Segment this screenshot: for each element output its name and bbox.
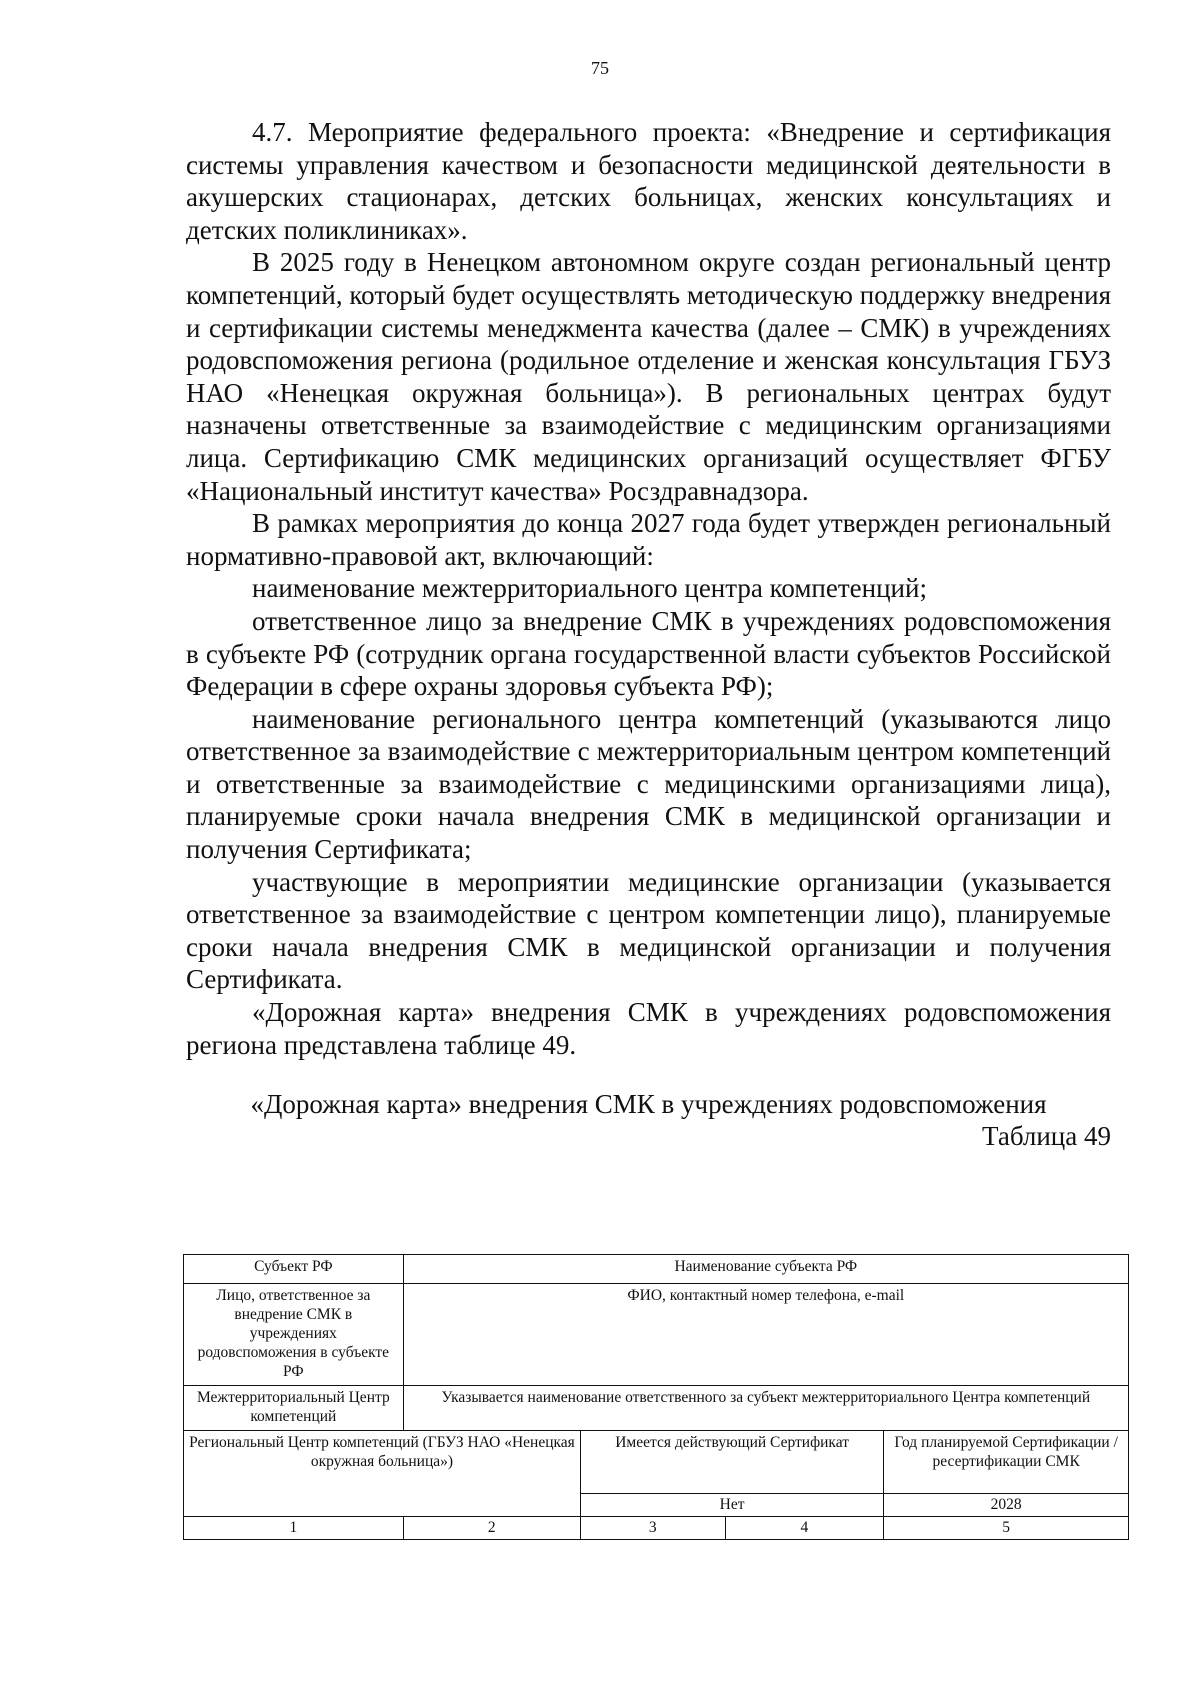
body-text [186,116,1111,1061]
subject-label-cell: Субъект РФ [184,1255,404,1284]
certificate-header-cell: Имеется действующий Сертификат [580,1431,883,1494]
column-number-cell: 4 [725,1517,884,1540]
list-item-interterritorial-center: наименование межтерриториального центра компетенций; [252,573,927,604]
list-item-participating-organizations: участвующие в мероприятии медицинские организации (указывается ответственное за взаимодействие с центром компетенции лицо), планируемые сроки начала внедрения СМК в медицинской организации и получения Сертификата. [186,866,1111,995]
year-header-cell: Год планируемой Сертификации / ресертификации СМК [884,1431,1129,1494]
interterritorial-label-cell: Межтерриториальный Центр компетенций [184,1386,404,1431]
subject-value-cell: Наименование субъекта РФ [403,1255,1128,1284]
table-title: «Дорожная карта» внедрения СМК в учреждениях родовспоможения [250,1089,1047,1119]
paragraph-measure-title: 4.7. Мероприятие федерального проекта: «Внедрение и сертификация системы управления качеством и безопасности медицинской деятельности в акушерских стационарах, детских больницах, женских консультациях и детских поликлиниках». [186,117,1111,245]
certificate-value-cell: Нет [580,1494,883,1517]
table-label: Таблица 49 [982,1121,1111,1151]
list-item-responsible-person: ответственное лицо за внедрение СМК в учреждениях родовспоможения в субъекте РФ (сотрудник органа государственной власти субъектов Российской Федерации в сфере охраны здоровья субъекта РФ); [186,605,1111,702]
responsible-value-cell: ФИО, контактный номер телефона, e-mail [403,1284,1128,1386]
list-item-regional-center: наименование регионального центра компетенций (указываются лицо ответственное за взаимодействие с межтерриториальным центром компетенций и ответственные за взаимодействие с медицинскими организациями лица), планируемые сроки начала внедрения СМК в медицинской организации и получения Сертификата; [186,703,1111,865]
column-number-cell: 3 [580,1517,725,1540]
table-row [184,1255,1129,1284]
table-row [184,1284,1129,1386]
column-number-cell: 1 [184,1517,404,1540]
interterritorial-value-cell: Указывается наименование ответственного за субъект межтерриториального Центра компетенций [403,1386,1128,1431]
year-value-cell: 2028 [884,1494,1129,1517]
paragraph-center-created: В 2025 году в Ненецком автономном округе создан региональный центр компетенций, который будет осуществлять методическую поддержку внедрения и сертификации системы менеджмента качества (далее – СМК) в учреждениях родовспоможения региона (родильное отделение и женская консультация ГБУЗ НАО «Ненецкая окружная больница»). В региональных центрах будут назначены ответственные за взаимодействие с медицинским организациями лица. Сертификацию СМК медицинских организаций осуществляет ФГБУ «Национальный институт качества» Росздравнадзора. [186,247,1111,506]
responsible-label-cell: Лицо, ответственное за внедрение СМК в учреждениях родовспоможения в субъекте РФ [184,1284,404,1386]
table-row [184,1431,1129,1494]
column-number-cell: 2 [403,1517,580,1540]
column-number-cell: 5 [884,1517,1129,1540]
page-number: 75 [591,58,609,78]
paragraph-roadmap-reference: «Дорожная карта» внедрения СМК в учреждениях родовспоможения региона представлена таблице 49. [186,997,1111,1060]
paragraph-legal-act: В рамках мероприятия до конца 2027 года будет утвержден региональный нормативно-правовой акт, включающий: [186,508,1111,571]
table-caption [186,1088,1111,1152]
regional-center-cell: Региональный Центр компетенций (ГБУЗ НАО «Ненецкая окружная больница») [184,1431,581,1517]
table-row [184,1517,1129,1540]
table-row [184,1386,1129,1431]
roadmap-table [183,1254,1129,1540]
